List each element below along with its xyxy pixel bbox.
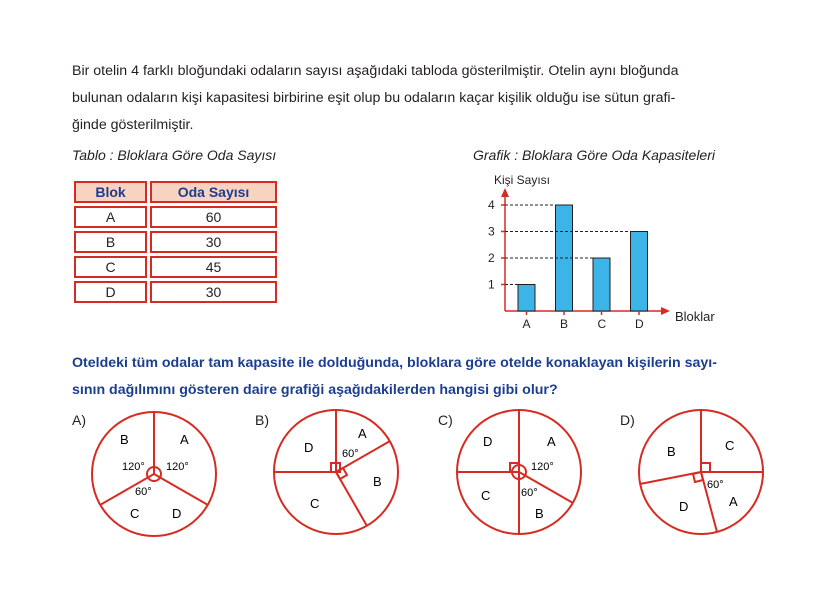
table-cell-oda: 30 <box>150 231 277 253</box>
bar <box>593 258 610 311</box>
y-tick-label: 1 <box>488 277 495 292</box>
chart-ylabel: Kişi Sayısı <box>494 173 551 187</box>
pie-label-d: D <box>304 440 314 455</box>
question-text <box>72 350 772 404</box>
table-row <box>74 256 277 278</box>
intro-line-2: bulunan odaların kişi kapasitesi birbirine eşit olup bu odaların kaçar kişilik olduğu ise sütun grafi- <box>72 90 676 106</box>
option-d-label[interactable]: D) <box>620 412 635 428</box>
x-tick-label: B <box>560 317 569 331</box>
pie-label-a: A <box>180 432 189 447</box>
pie-label-a: A <box>547 434 556 449</box>
pie-label-b: B <box>373 474 382 489</box>
x-tick-label: A <box>522 317 531 331</box>
intro-paragraph <box>72 58 772 139</box>
table-cell-oda: 30 <box>150 281 277 303</box>
x-tick-label: C <box>597 317 607 331</box>
y-tick-label: 2 <box>488 251 495 265</box>
pie-angle: 60° <box>521 487 538 499</box>
option-c-pie[interactable] <box>453 406 593 546</box>
x-axis-arrow <box>661 307 670 315</box>
pie-label-c: C <box>725 438 735 453</box>
pie-angle: 120° <box>122 461 145 473</box>
option-b-pie[interactable] <box>270 406 410 546</box>
chart-xlabel: Bloklar <box>675 309 715 324</box>
x-tick-label: D <box>635 317 644 331</box>
table-cell-blok: B <box>74 231 147 253</box>
bar-chart <box>470 168 750 338</box>
option-b-label[interactable]: B) <box>255 412 269 428</box>
table-cell-blok: D <box>74 281 147 303</box>
intro-line-3: ğinde gösterilmiştir. <box>72 117 194 133</box>
y-tick-label: 3 <box>488 224 495 239</box>
option-d-pie[interactable] <box>635 406 775 546</box>
table-header-blok: Blok <box>74 181 147 203</box>
bar <box>631 232 648 312</box>
table-row <box>74 231 277 253</box>
table-header-oda: Oda Sayısı <box>150 181 277 203</box>
table-cell-oda: 60 <box>150 206 277 228</box>
pie-angle: 60° <box>135 486 152 498</box>
table-caption: Tablo : Bloklara Göre Oda Sayısı <box>72 147 277 163</box>
pie-label-c: C <box>481 488 491 503</box>
question-line-1: Oteldeki tüm odalar tam kapasite ile dolduğunda, bloklara göre otelde konaklayan kişilerin sayı- <box>72 355 717 371</box>
pie-label-b: B <box>120 432 129 447</box>
table-cell-blok: C <box>74 256 147 278</box>
pie-label-c: C <box>310 496 320 511</box>
table-row <box>74 281 277 303</box>
table-cell-blok: A <box>74 206 147 228</box>
chart-title: Grafik : Bloklara Göre Oda Kapasiteleri <box>473 147 715 163</box>
pie-label-b: B <box>667 444 676 459</box>
option-a-pie[interactable] <box>88 406 228 546</box>
pie-angle: 120° <box>531 461 554 473</box>
pie-label-d: D <box>483 434 493 449</box>
pie-label-c: C <box>130 506 140 521</box>
pie-angle: 60° <box>707 479 724 491</box>
y-tick-label: 4 <box>488 198 495 212</box>
y-axis-arrow <box>501 188 509 197</box>
pie-label-a: A <box>358 426 367 441</box>
pie-angle: 120° <box>166 461 189 473</box>
table-row <box>74 206 277 228</box>
intro-line-1: Bir otelin 4 farklı bloğundaki odaların sayısı aşağıdaki tabloda gösterilmiştir. Otelin aynı bloğunda <box>72 63 679 79</box>
pie-label-d: D <box>679 499 689 514</box>
pie-label-d: D <box>172 506 182 521</box>
rooms-table <box>71 178 280 306</box>
option-a-label[interactable]: A) <box>72 412 86 428</box>
table-header-row <box>74 181 277 203</box>
bar <box>518 285 535 312</box>
option-c-label[interactable]: C) <box>438 412 453 428</box>
chart-plot <box>488 188 670 331</box>
pie-angle: 60° <box>342 448 359 460</box>
table-cell-oda: 45 <box>150 256 277 278</box>
question-line-2: sının dağılımını gösteren daire grafiği aşağıdakilerden hangisi gibi olur? <box>72 382 558 398</box>
bar <box>556 205 573 311</box>
pie-label-b: B <box>535 506 544 521</box>
pie-label-a: A <box>729 494 738 509</box>
